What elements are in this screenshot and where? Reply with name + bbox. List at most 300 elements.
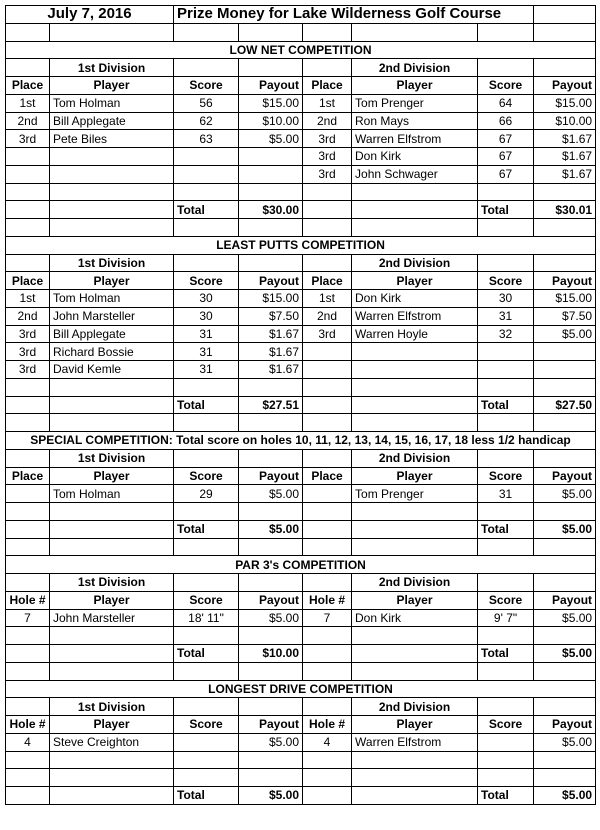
col-header-place: Place: [6, 467, 50, 485]
col-header-score: Score: [174, 591, 239, 609]
div1-place: 3rd: [6, 343, 50, 361]
empty-cell: [303, 201, 352, 219]
div1-score: 31: [174, 325, 239, 343]
div1-score: 62: [174, 112, 239, 130]
empty-cell: [303, 698, 352, 716]
empty-cell: [478, 538, 534, 556]
div2-total-label: Total: [478, 520, 534, 538]
div1-player: John Marsteller: [50, 609, 174, 627]
empty-cell: [478, 574, 534, 592]
empty-cell: [239, 538, 303, 556]
div1-place: 3rd: [6, 325, 50, 343]
div2-total-value: $5.00: [534, 787, 596, 805]
empty-cell: [352, 520, 478, 538]
empty-cell: [534, 23, 596, 41]
empty-cell: [303, 219, 352, 237]
div2-total-value: $5.00: [534, 645, 596, 663]
empty-cell: [478, 23, 534, 41]
empty-cell: [174, 219, 239, 237]
empty-cell: [534, 378, 596, 396]
div2-score: 67: [478, 165, 534, 183]
div2-score: 64: [478, 94, 534, 112]
spacer-row: [6, 23, 596, 41]
empty-cell: [534, 343, 596, 361]
div1-player: Tom Holman: [50, 94, 174, 112]
empty-cell: [478, 627, 534, 645]
div2-payout: $15.00: [534, 94, 596, 112]
empty-cell: [6, 378, 50, 396]
empty-cell: [50, 645, 174, 663]
blank-row: [6, 627, 596, 645]
empty-cell: [534, 503, 596, 521]
empty-cell: [534, 769, 596, 787]
result-row: [6, 609, 596, 627]
empty-cell: [174, 574, 239, 592]
div1-player: John Marsteller: [50, 307, 174, 325]
col-header-score: Score: [174, 77, 239, 95]
div2-player: Don Kirk: [352, 290, 478, 308]
div2-place: 2nd: [303, 307, 352, 325]
col-header-payout: Payout: [239, 77, 303, 95]
div1-score: 30: [174, 307, 239, 325]
empty-cell: [239, 769, 303, 787]
division-1-label: 1st Division: [50, 59, 174, 77]
result-row: [6, 325, 596, 343]
div1-player: Tom Holman: [50, 485, 174, 503]
empty-cell: [478, 662, 534, 680]
empty-cell: [352, 414, 478, 432]
empty-cell: [174, 698, 239, 716]
div2-score: 32: [478, 325, 534, 343]
empty-cell: [239, 23, 303, 41]
total-row: [6, 201, 596, 219]
empty-cell: [239, 219, 303, 237]
empty-cell: [303, 787, 352, 805]
empty-cell: [239, 662, 303, 680]
empty-cell: [352, 503, 478, 521]
empty-cell: [174, 23, 239, 41]
div2-place: 1st: [303, 290, 352, 308]
col-header-player: Player: [352, 272, 478, 290]
empty-cell: [352, 662, 478, 680]
empty-cell: [174, 662, 239, 680]
empty-cell: [303, 574, 352, 592]
div1-total-value: $5.00: [239, 787, 303, 805]
div2-place: 3rd: [303, 148, 352, 166]
div1-total-value: $30.00: [239, 201, 303, 219]
div1-place: 1st: [6, 94, 50, 112]
empty-cell: [534, 449, 596, 467]
div2-total-label: Total: [478, 787, 534, 805]
col-header-player: Player: [50, 467, 174, 485]
empty-cell: [50, 183, 174, 201]
empty-cell: [303, 662, 352, 680]
total-row: [6, 520, 596, 538]
empty-cell: [50, 219, 174, 237]
division-2-label: 2nd Division: [352, 574, 478, 592]
div2-total-value: $5.00: [534, 520, 596, 538]
div1-total-value: $5.00: [239, 520, 303, 538]
empty-cell: [303, 23, 352, 41]
empty-cell: [174, 538, 239, 556]
div1-total-label: Total: [174, 645, 239, 663]
empty-cell: [303, 361, 352, 379]
empty-cell: [50, 165, 174, 183]
result-row: [6, 165, 596, 183]
col-header-player: Player: [352, 467, 478, 485]
empty-cell: [174, 449, 239, 467]
empty-cell: [352, 787, 478, 805]
div1-place: 3rd: [6, 130, 50, 148]
col-header-player: Player: [352, 591, 478, 609]
spacer-row: [6, 219, 596, 237]
div1-place: 4: [6, 733, 50, 751]
empty-cell: [6, 662, 50, 680]
empty-cell: [352, 361, 478, 379]
div1-score: 18' 11": [174, 609, 239, 627]
division-2-label: 2nd Division: [352, 59, 478, 77]
div2-total-label: Total: [478, 645, 534, 663]
div2-player: Don Kirk: [352, 609, 478, 627]
empty-cell: [534, 751, 596, 769]
spacer-row: [6, 662, 596, 680]
result-row: [6, 343, 596, 361]
empty-cell: [239, 165, 303, 183]
div1-place: 3rd: [6, 361, 50, 379]
col-header-payout: Payout: [239, 716, 303, 734]
col-header-score: Score: [478, 77, 534, 95]
empty-cell: [352, 751, 478, 769]
blank-row: [6, 769, 596, 787]
div2-payout: $5.00: [534, 485, 596, 503]
empty-cell: [303, 645, 352, 663]
div1-score: 29: [174, 485, 239, 503]
empty-cell: [6, 645, 50, 663]
div2-payout: $1.67: [534, 165, 596, 183]
empty-cell: [6, 449, 50, 467]
empty-cell: [534, 538, 596, 556]
div2-score: 31: [478, 485, 534, 503]
div1-payout: $5.00: [239, 485, 303, 503]
empty-cell: [478, 503, 534, 521]
empty-cell: [50, 538, 174, 556]
empty-cell: [352, 219, 478, 237]
empty-cell: [6, 769, 50, 787]
empty-cell: [303, 414, 352, 432]
empty-cell: [303, 751, 352, 769]
empty-cell: [239, 414, 303, 432]
div2-player: Ron Mays: [352, 112, 478, 130]
empty-cell: [352, 538, 478, 556]
empty-cell: [239, 574, 303, 592]
empty-cell: [50, 378, 174, 396]
empty-cell: [478, 343, 534, 361]
empty-cell: [534, 698, 596, 716]
section-title: PAR 3's COMPETITION: [6, 556, 596, 574]
blank-row: [6, 378, 596, 396]
result-row: [6, 307, 596, 325]
col-header-place: Place: [303, 77, 352, 95]
empty-cell: [478, 219, 534, 237]
empty-cell: [478, 414, 534, 432]
div1-player: Bill Applegate: [50, 325, 174, 343]
col-header-score: Score: [478, 467, 534, 485]
division-1-label: 1st Division: [50, 254, 174, 272]
empty-cell: [6, 520, 50, 538]
div1-score: 30: [174, 290, 239, 308]
empty-cell: [534, 6, 596, 24]
column-header-row: [6, 467, 596, 485]
div2-payout: $15.00: [534, 290, 596, 308]
col-header-player: Player: [50, 591, 174, 609]
empty-cell: [352, 201, 478, 219]
empty-cell: [534, 574, 596, 592]
division-row: [6, 574, 596, 592]
result-row: [6, 130, 596, 148]
division-row: [6, 449, 596, 467]
div2-place: 1st: [303, 94, 352, 112]
section-title-row: [6, 41, 596, 59]
column-header-row: [6, 716, 596, 734]
empty-cell: [174, 254, 239, 272]
empty-cell: [478, 751, 534, 769]
div2-place: 7: [303, 609, 352, 627]
empty-cell: [50, 414, 174, 432]
empty-cell: [239, 627, 303, 645]
division-1-label: 1st Division: [50, 574, 174, 592]
col-header-hole: Hole #: [303, 716, 352, 734]
col-header-score: Score: [478, 716, 534, 734]
div1-place: 2nd: [6, 112, 50, 130]
empty-cell: [6, 627, 50, 645]
col-header-player: Player: [50, 716, 174, 734]
col-header-score: Score: [174, 272, 239, 290]
col-header-payout: Payout: [534, 467, 596, 485]
div1-place: 7: [6, 609, 50, 627]
empty-cell: [174, 627, 239, 645]
result-row: [6, 148, 596, 166]
div1-total-value: $10.00: [239, 645, 303, 663]
col-header-payout: Payout: [534, 716, 596, 734]
division-1-label: 1st Division: [50, 449, 174, 467]
empty-cell: [50, 751, 174, 769]
div1-place: 2nd: [6, 307, 50, 325]
empty-cell: [239, 698, 303, 716]
empty-cell: [534, 662, 596, 680]
div2-place: 3rd: [303, 325, 352, 343]
empty-cell: [478, 769, 534, 787]
empty-cell: [352, 627, 478, 645]
empty-cell: [303, 343, 352, 361]
blank-row: [6, 751, 596, 769]
col-header-hole: Hole #: [6, 591, 50, 609]
result-row: [6, 94, 596, 112]
empty-cell: [50, 396, 174, 414]
div2-player: Tom Prenger: [352, 485, 478, 503]
blank-row: [6, 183, 596, 201]
empty-cell: [303, 769, 352, 787]
div2-payout: $5.00: [534, 733, 596, 751]
div1-payout: $15.00: [239, 290, 303, 308]
empty-cell: [303, 254, 352, 272]
empty-cell: [6, 254, 50, 272]
div2-place: 3rd: [303, 130, 352, 148]
empty-cell: [174, 769, 239, 787]
col-header-payout: Payout: [239, 467, 303, 485]
empty-cell: [174, 165, 239, 183]
col-header-hole: Hole #: [303, 591, 352, 609]
div2-payout: $5.00: [534, 609, 596, 627]
empty-cell: [174, 503, 239, 521]
div1-player: David Kemle: [50, 361, 174, 379]
empty-cell: [6, 414, 50, 432]
col-header-place: Place: [6, 272, 50, 290]
empty-cell: [239, 183, 303, 201]
report-title: Prize Money for Lake Wilderness Golf Course: [174, 6, 534, 24]
result-row: [6, 112, 596, 130]
empty-cell: [6, 503, 50, 521]
empty-cell: [534, 219, 596, 237]
empty-cell: [6, 148, 50, 166]
section-title-row: [6, 432, 596, 450]
div1-player: Pete Biles: [50, 130, 174, 148]
empty-cell: [50, 769, 174, 787]
column-header-row: [6, 591, 596, 609]
sheet-body: [6, 6, 596, 805]
div1-payout: $5.00: [239, 609, 303, 627]
section-title: SPECIAL COMPETITION: Total score on holes 10, 11, 12, 13, 14, 15, 16, 17, 18 less 1/2 handicap: [6, 432, 596, 450]
empty-cell: [50, 520, 174, 538]
section-title-row: [6, 236, 596, 254]
div2-total-value: $30.01: [534, 201, 596, 219]
empty-cell: [50, 503, 174, 521]
col-header-payout: Payout: [534, 77, 596, 95]
col-header-place: Place: [303, 272, 352, 290]
div2-payout: $1.67: [534, 130, 596, 148]
div1-payout: $1.67: [239, 325, 303, 343]
div2-total-label: Total: [478, 201, 534, 219]
empty-cell: [478, 378, 534, 396]
div1-score: 63: [174, 130, 239, 148]
section-title: LEAST PUTTS COMPETITION: [6, 236, 596, 254]
empty-cell: [352, 378, 478, 396]
empty-cell: [303, 627, 352, 645]
header-row: [6, 6, 596, 24]
empty-cell: [50, 201, 174, 219]
empty-cell: [303, 396, 352, 414]
division-row: [6, 59, 596, 77]
empty-cell: [6, 698, 50, 716]
div1-player: Richard Bossie: [50, 343, 174, 361]
empty-cell: [303, 449, 352, 467]
col-header-payout: Payout: [534, 272, 596, 290]
div1-payout: $1.67: [239, 361, 303, 379]
div1-total-label: Total: [174, 201, 239, 219]
empty-cell: [6, 183, 50, 201]
empty-cell: [478, 183, 534, 201]
result-row: [6, 361, 596, 379]
empty-cell: [303, 183, 352, 201]
col-header-score: Score: [174, 467, 239, 485]
empty-cell: [352, 396, 478, 414]
division-row: [6, 698, 596, 716]
div2-total-label: Total: [478, 396, 534, 414]
empty-cell: [6, 396, 50, 414]
total-row: [6, 645, 596, 663]
col-header-payout: Payout: [239, 272, 303, 290]
empty-cell: [174, 414, 239, 432]
div2-player: Warren Elfstrom: [352, 307, 478, 325]
empty-cell: [239, 751, 303, 769]
empty-cell: [6, 574, 50, 592]
empty-cell: [6, 538, 50, 556]
section-title-row: [6, 680, 596, 698]
div2-score: 67: [478, 130, 534, 148]
div2-payout: $5.00: [534, 325, 596, 343]
empty-cell: [352, 23, 478, 41]
div1-score: 31: [174, 343, 239, 361]
empty-cell: [174, 751, 239, 769]
empty-cell: [352, 343, 478, 361]
empty-cell: [478, 698, 534, 716]
empty-cell: [6, 23, 50, 41]
empty-cell: [352, 769, 478, 787]
total-row: [6, 787, 596, 805]
empty-cell: [239, 503, 303, 521]
section-title: LONGEST DRIVE COMPETITION: [6, 680, 596, 698]
empty-cell: [478, 59, 534, 77]
empty-cell: [239, 59, 303, 77]
div1-total-label: Total: [174, 520, 239, 538]
empty-cell: [6, 751, 50, 769]
section-title: LOW NET COMPETITION: [6, 41, 596, 59]
div2-payout: $10.00: [534, 112, 596, 130]
div2-payout: $7.50: [534, 307, 596, 325]
division-1-label: 1st Division: [50, 698, 174, 716]
div2-total-value: $27.50: [534, 396, 596, 414]
empty-cell: [534, 59, 596, 77]
col-header-place: Place: [303, 467, 352, 485]
empty-cell: [534, 361, 596, 379]
col-header-payout: Payout: [239, 591, 303, 609]
div1-payout: $10.00: [239, 112, 303, 130]
empty-cell: [50, 148, 174, 166]
div2-place: 2nd: [303, 112, 352, 130]
col-header-player: Player: [50, 77, 174, 95]
empty-cell: [6, 165, 50, 183]
column-header-row: [6, 272, 596, 290]
div1-player: Steve Creighton: [50, 733, 174, 751]
total-row: [6, 396, 596, 414]
blank-row: [6, 503, 596, 521]
div1-payout: $15.00: [239, 94, 303, 112]
div1-player: Bill Applegate: [50, 112, 174, 130]
empty-cell: [478, 449, 534, 467]
empty-cell: [303, 520, 352, 538]
empty-cell: [50, 662, 174, 680]
col-header-score: Score: [174, 716, 239, 734]
empty-cell: [174, 183, 239, 201]
spacer-row: [6, 538, 596, 556]
col-header-player: Player: [50, 272, 174, 290]
empty-cell: [239, 378, 303, 396]
div1-score: 56: [174, 94, 239, 112]
div2-score: 31: [478, 307, 534, 325]
division-2-label: 2nd Division: [352, 449, 478, 467]
div1-score: [174, 733, 239, 751]
result-row: [6, 485, 596, 503]
empty-cell: [50, 787, 174, 805]
